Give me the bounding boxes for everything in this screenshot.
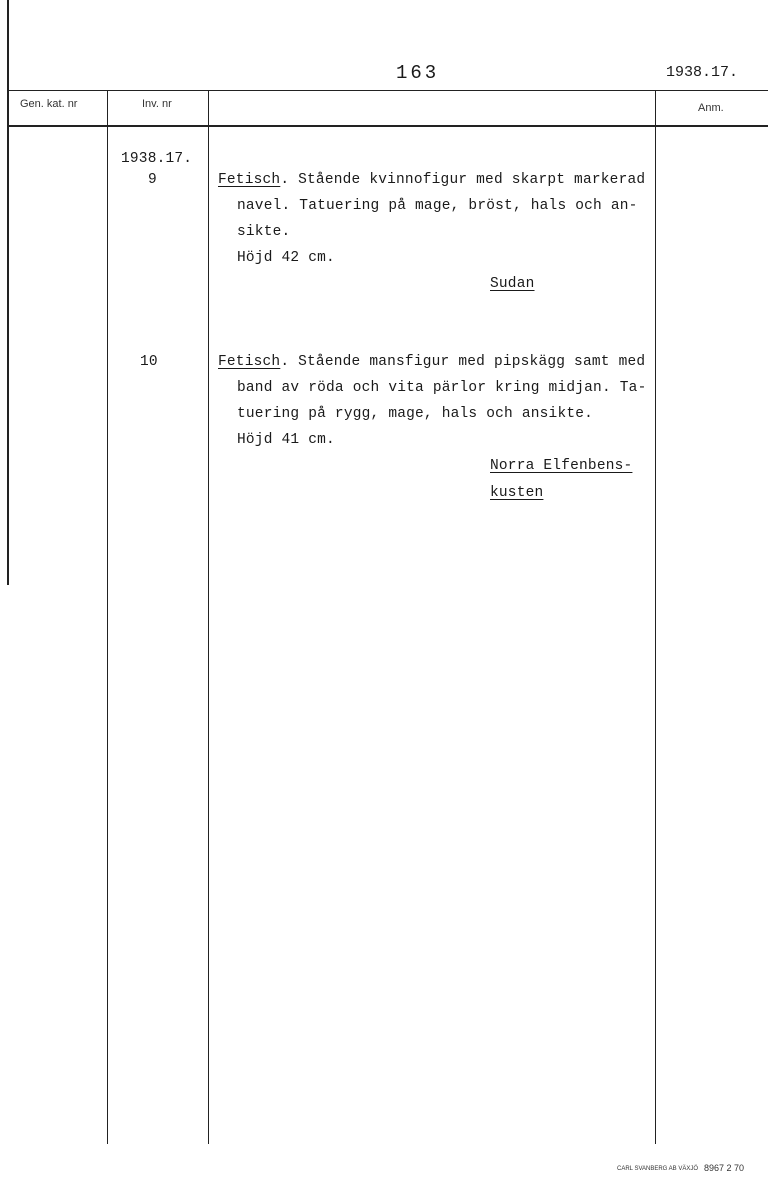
column-header-inv-nr: Inv. nr — [142, 98, 172, 110]
column-rule-gen-inv — [107, 91, 108, 1144]
entry-1-line-2: navel. Tatuering på mage, bröst, hals och an- — [237, 198, 638, 214]
entry-1-origin: Sudan — [490, 276, 535, 292]
header-series-number: 1938.17. — [666, 64, 739, 81]
entry-1-height: Höjd 42 cm. — [237, 250, 335, 266]
entry-2-origin-line-1: Norra Elfenbens- — [490, 458, 633, 474]
header-top-rule — [8, 90, 768, 91]
entry-2-line-3: tuering på rygg, mage, hals och ansikte. — [237, 406, 594, 422]
entry-2-inv-number: 10 — [140, 354, 158, 370]
column-header-anm: Anm. — [698, 102, 724, 114]
entry-2-height: Höjd 41 cm. — [237, 432, 335, 448]
entry-1-title: Fetisch — [218, 172, 281, 188]
page-number: 163 — [396, 62, 440, 84]
entry-2-title: Fetisch — [218, 354, 281, 370]
entry-2-line-2: band av röda och vita pärlor kring midjan. Ta- — [237, 380, 647, 396]
entry-2-line-1: Fetisch. Stående mansfigur med pipskägg samt med — [218, 354, 646, 370]
header-bottom-rule — [8, 125, 768, 127]
column-header-gen-kat-nr: Gen. kat. nr — [20, 98, 78, 110]
entry-1-inv-number: 9 — [148, 172, 157, 188]
entry-1-series: 1938.17. — [121, 151, 193, 167]
entry-1-line-1: Fetisch. Stående kvinnofigur med skarpt markerad — [218, 172, 646, 188]
entry-1-line-3: sikte. — [237, 224, 291, 240]
column-rule-desc-anm — [655, 91, 656, 1144]
printer-imprint: CARL SVANBERG AB VÄXJÖ — [617, 1166, 699, 1172]
column-rule-inv-desc — [208, 91, 209, 1144]
left-margin-rule — [7, 0, 9, 585]
entry-2-origin-line-2: kusten — [490, 485, 544, 501]
form-code: 8967 2 70 — [704, 1163, 745, 1173]
